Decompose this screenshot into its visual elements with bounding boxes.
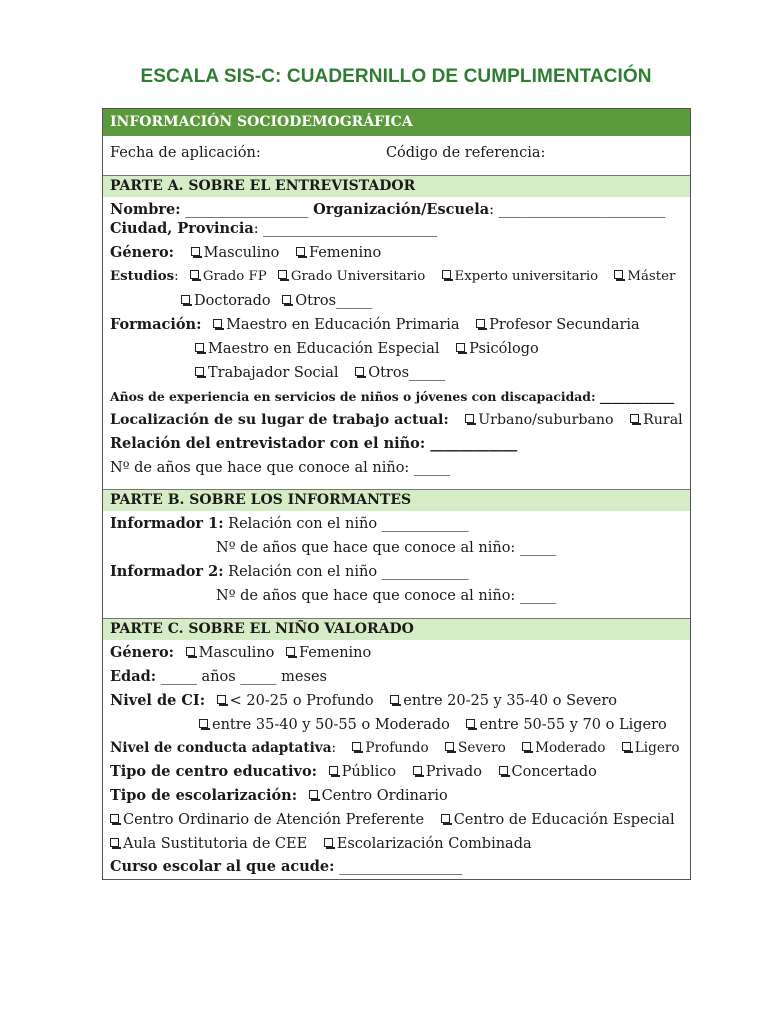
relacion-entrevistador: Relación del entrevistador con el niño: ____________ <box>110 435 518 452</box>
checkbox[interactable] <box>213 319 222 328</box>
option-label: Trabajador Social <box>208 365 339 381</box>
form-header: INFORMACIÓN SOCIODEMOGRÁFICA <box>103 109 690 136</box>
general-row <box>110 143 545 163</box>
option-label: Grado Universitario <box>290 269 426 284</box>
centro-label: Tipo de centro educativo: <box>110 763 318 780</box>
ciudad-label: Ciudad, Provincia <box>110 220 254 237</box>
informador1-relacion: Relación con el niño ____________ <box>223 516 469 532</box>
checkbox[interactable] <box>522 742 531 751</box>
option-label: Otros_____ <box>368 365 446 381</box>
option-label: Maestro en Educación Especial <box>208 341 440 357</box>
checkbox[interactable] <box>622 742 631 751</box>
checkbox[interactable] <box>476 319 485 328</box>
checkbox[interactable] <box>195 367 204 376</box>
checkbox[interactable] <box>445 742 454 751</box>
option-label: Público <box>341 764 397 780</box>
option-label: Psicólogo <box>469 341 539 357</box>
option-label: Centro de Educación Especial <box>453 812 675 828</box>
organizacion-label: Organización/Escuela <box>313 201 490 218</box>
formacion-label: Formación: <box>110 316 202 333</box>
checkbox[interactable] <box>442 270 451 279</box>
nombre-field[interactable]: _________________ <box>180 202 314 218</box>
option-label: Profesor Secundaria <box>489 317 640 333</box>
conducta-row <box>110 738 680 758</box>
part-a-heading: PARTE A. SOBRE EL ENTREVISTADOR <box>103 176 690 197</box>
curso-field[interactable]: _________________ <box>334 859 463 875</box>
option-label: Ligero <box>634 740 680 756</box>
checkbox[interactable] <box>413 766 422 775</box>
option-label: Privado <box>425 764 482 780</box>
nino-genero-label: Género: <box>110 644 175 661</box>
anos-conoce: Nº de años que hace que conoce al niño: _____ <box>110 460 451 476</box>
option-label: Experto universitario <box>454 269 599 284</box>
option-label: Centro Ordinario <box>321 788 448 804</box>
checkbox[interactable] <box>217 695 226 704</box>
checkbox[interactable] <box>110 814 119 823</box>
formacion-row-2 <box>195 339 539 359</box>
checkbox[interactable] <box>190 270 199 279</box>
option-label: Concertado <box>511 764 597 780</box>
option-label: Rural <box>643 412 683 428</box>
informador1-anos: Nº de años que hace que conoce al niño: _____ <box>216 540 557 556</box>
centro-row <box>110 762 597 782</box>
escolarizacion-label: Tipo de escolarización: <box>110 787 298 804</box>
anos-experiencia: Años de experiencia en servicios de niños o jóvenes con discapacidad: ____________ <box>110 389 675 404</box>
escolarizacion-row-3 <box>110 834 532 854</box>
option-label: Profundo <box>365 740 429 756</box>
nombre-label: Nombre: <box>110 201 181 218</box>
checkbox[interactable] <box>441 814 450 823</box>
checkbox[interactable] <box>390 695 399 704</box>
informador2-anos: Nº de años que hace que conoce al niño: _____ <box>216 588 557 604</box>
checkbox[interactable] <box>110 838 119 847</box>
escolarizacion-row <box>110 786 448 806</box>
checkbox[interactable] <box>286 647 295 656</box>
nombre-row <box>110 200 665 220</box>
option-label: Moderado <box>535 740 606 756</box>
option-label: Masculino <box>198 645 275 661</box>
sociodemographic-form <box>102 108 691 880</box>
part-c-heading: PARTE C. SOBRE EL NIÑO VALORADO <box>103 619 690 640</box>
option-label: Otros_____ <box>295 293 373 309</box>
ciudad-row <box>110 219 437 239</box>
checkbox[interactable] <box>630 414 639 423</box>
option-label: Escolarización Combinada <box>336 836 532 852</box>
checkbox[interactable] <box>355 367 364 376</box>
ci-row-2 <box>199 715 667 735</box>
edad-label: Edad: <box>110 668 157 685</box>
checkbox[interactable] <box>195 343 204 352</box>
formacion-row-3 <box>195 363 445 383</box>
checkbox[interactable] <box>465 414 474 423</box>
option-label: entre 35-40 y 50-55 o Moderado <box>212 717 450 733</box>
localizacion-label: Localización de su lugar de trabajo actual: <box>110 412 449 428</box>
checkbox[interactable] <box>309 790 318 799</box>
curso-row <box>110 857 462 877</box>
conducta-colon: : <box>331 740 337 756</box>
ci-row <box>110 691 617 711</box>
checkbox[interactable] <box>329 766 338 775</box>
informador1-row <box>110 514 469 534</box>
ci-label: Nivel de CI: <box>110 692 206 709</box>
estudios-row <box>110 267 675 287</box>
checkbox[interactable] <box>466 719 475 728</box>
genero-label: Género: <box>110 244 175 261</box>
curso-label: Curso escolar al que acude: <box>110 858 335 875</box>
edad-row <box>110 667 327 687</box>
nino-genero-row <box>110 643 371 663</box>
checkbox[interactable] <box>352 742 361 751</box>
option-label: Grado FP <box>202 269 267 284</box>
option-label: < 20-25 o Profundo <box>229 693 374 709</box>
escolarizacion-row-2 <box>110 810 675 830</box>
edad-field[interactable]: _____ años _____ meses <box>156 669 327 685</box>
option-label: Máster <box>627 269 676 284</box>
formacion-row <box>110 315 640 335</box>
checkbox[interactable] <box>199 719 208 728</box>
informador2-relacion: Relación con el niño ____________ <box>223 564 469 580</box>
option-label: Severo <box>458 740 506 756</box>
option-label: Doctorado <box>194 293 271 309</box>
checkbox[interactable] <box>191 247 200 256</box>
checkbox[interactable] <box>499 766 508 775</box>
informador1-label: Informador 1: <box>110 515 224 532</box>
checkbox[interactable] <box>614 270 623 279</box>
option-label: Aula Sustitutoria de CEE <box>123 836 308 852</box>
option-label: entre 50-55 y 70 o Ligero <box>479 717 667 733</box>
estudios-colon: : <box>174 269 179 284</box>
informador2-label: Informador 2: <box>110 563 224 580</box>
ciudad-field[interactable]: : ________________________ <box>253 221 438 237</box>
checkbox[interactable] <box>181 295 190 304</box>
informador2-row <box>110 562 469 582</box>
localizacion-row <box>110 410 683 430</box>
option-label: Urbano/suburbano <box>478 412 614 428</box>
checkbox[interactable] <box>296 247 305 256</box>
checkbox[interactable] <box>278 270 287 279</box>
option-label: entre 20-25 y 35-40 o Severo <box>403 693 618 709</box>
checkbox[interactable] <box>456 343 465 352</box>
option-label: Masculino <box>203 245 280 261</box>
checkbox[interactable] <box>186 647 195 656</box>
option-label: Femenino <box>299 645 372 661</box>
fecha-label: Fecha de aplicación: <box>110 145 261 161</box>
conducta-label: Nivel de conducta adaptativa <box>110 740 332 756</box>
genero-row <box>110 243 381 263</box>
part-b-heading: PARTE B. SOBRE LOS INFORMANTES <box>103 490 690 511</box>
estudios-label: Estudios <box>110 269 175 284</box>
codigo-label: Código de referencia: <box>385 145 546 161</box>
checkbox[interactable] <box>324 838 333 847</box>
organizacion-field[interactable]: : _______________________ <box>489 202 666 218</box>
checkbox[interactable] <box>282 295 291 304</box>
option-label: Femenino <box>309 245 382 261</box>
option-label: Maestro en Educación Primaria <box>226 317 460 333</box>
page-title: ESCALA SIS-C: CUADERNILLO DE CUMPLIMENTACIÓN <box>140 66 652 87</box>
option-label: Centro Ordinario de Atención Preferente <box>123 812 425 828</box>
estudios-row-2 <box>181 291 372 311</box>
